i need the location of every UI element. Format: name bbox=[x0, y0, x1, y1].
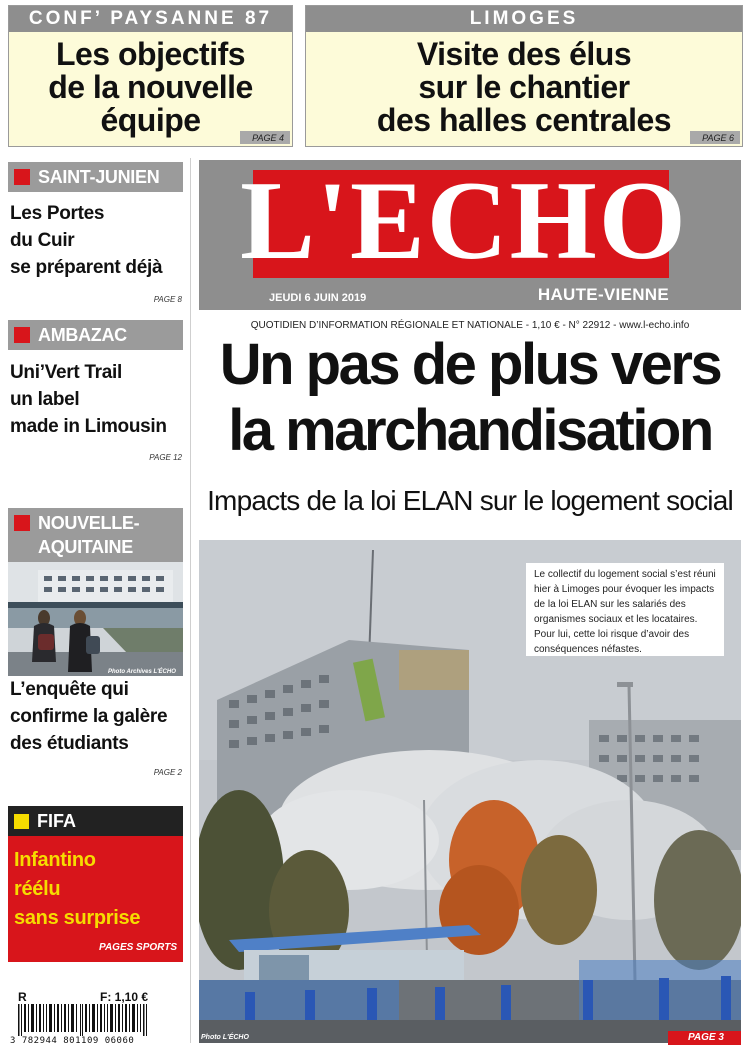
story-nouvelle-aquitaine-title[interactable]: L’enquête qui confirme la galère des étudiants bbox=[10, 679, 168, 754]
lead-subhead: Impacts de la loi ELAN sur le logement social bbox=[207, 485, 733, 516]
red-square-icon bbox=[14, 327, 30, 343]
teaser-kicker: CONF’ PAYSANNE 87 bbox=[9, 6, 292, 32]
teaser-page-ref: PAGE 4 bbox=[240, 131, 290, 144]
column-divider bbox=[190, 158, 191, 1043]
lead-headline[interactable]: Un pas de plus vers la marchandisation bbox=[219, 332, 721, 463]
tagline: QUOTIDIEN D’INFORMATION RÉGIONALE ET NATIONALE - 1,10 € - N° 22912 - www.l-echo.info bbox=[250, 320, 690, 331]
story-page-ref: PAGE 2 bbox=[153, 768, 182, 777]
yellow-square-icon bbox=[14, 814, 29, 829]
teaser-kicker: LIMOGES bbox=[306, 6, 742, 32]
newspaper-logo: L'ECHO bbox=[240, 159, 688, 283]
fifa-box[interactable] bbox=[8, 806, 183, 962]
students-photo bbox=[8, 562, 183, 676]
students-photo-credit: Photo Archives L'ÉCHO bbox=[108, 669, 176, 675]
photo-credit: Photo L'ÉCHO bbox=[201, 1034, 249, 1041]
kicker-nouvelle-aquitaine: NOUVELLE- AQUITAINE bbox=[8, 508, 183, 562]
price: F: 1,10 € bbox=[100, 990, 149, 1004]
story-page-ref: PAGE 12 bbox=[149, 453, 182, 462]
story-saint-junien-title[interactable]: Les Portes du Cuir se préparent déjà bbox=[10, 203, 163, 278]
price-code: R bbox=[18, 990, 27, 1004]
story-page-ref: PAGE 8 bbox=[153, 295, 182, 304]
kicker-saint-junien: SAINT-JUNIEN bbox=[8, 162, 183, 192]
teaser-title: Visite des élus sur le chantier des halles centrales bbox=[376, 36, 672, 138]
fifa-kicker: FIFA bbox=[8, 806, 183, 836]
teaser-conf-paysanne[interactable] bbox=[8, 5, 293, 147]
photo-caption: Le collectif du logement social s’est réuni hier à Limoges pour évoquer les impacts de la loi ELAN sur les salariés des organismes sociaux et les locataires. Pour lui, cette loi risque d’avoir des conséquences néfastes. bbox=[526, 563, 724, 656]
teaser-page-ref: PAGE 6 bbox=[690, 131, 740, 144]
teaser-title: Les objectifs de la nouvelle équipe bbox=[48, 36, 253, 138]
masthead bbox=[199, 160, 741, 310]
issue-date: JEUDI 6 JUIN 2019 bbox=[269, 292, 367, 304]
barcode-icon bbox=[18, 1004, 150, 1036]
red-square-icon bbox=[14, 169, 30, 185]
teaser-limoges[interactable] bbox=[305, 5, 743, 147]
lead-page-ref[interactable]: PAGE 3 bbox=[668, 1031, 741, 1045]
story-ambazac-title[interactable]: Uni’Vert Trail un label made in Limousin bbox=[10, 362, 167, 437]
red-square-icon bbox=[14, 515, 30, 531]
fifa-page-ref: PAGES SPORTS bbox=[99, 942, 177, 953]
kicker-ambazac: AMBAZAC bbox=[8, 320, 183, 350]
barcode-digits: 3 782944 801109 06060 bbox=[10, 1036, 135, 1046]
fifa-title: Infantino réélu sans surprise bbox=[14, 849, 141, 929]
edition-name: HAUTE-VIENNE bbox=[537, 285, 669, 304]
